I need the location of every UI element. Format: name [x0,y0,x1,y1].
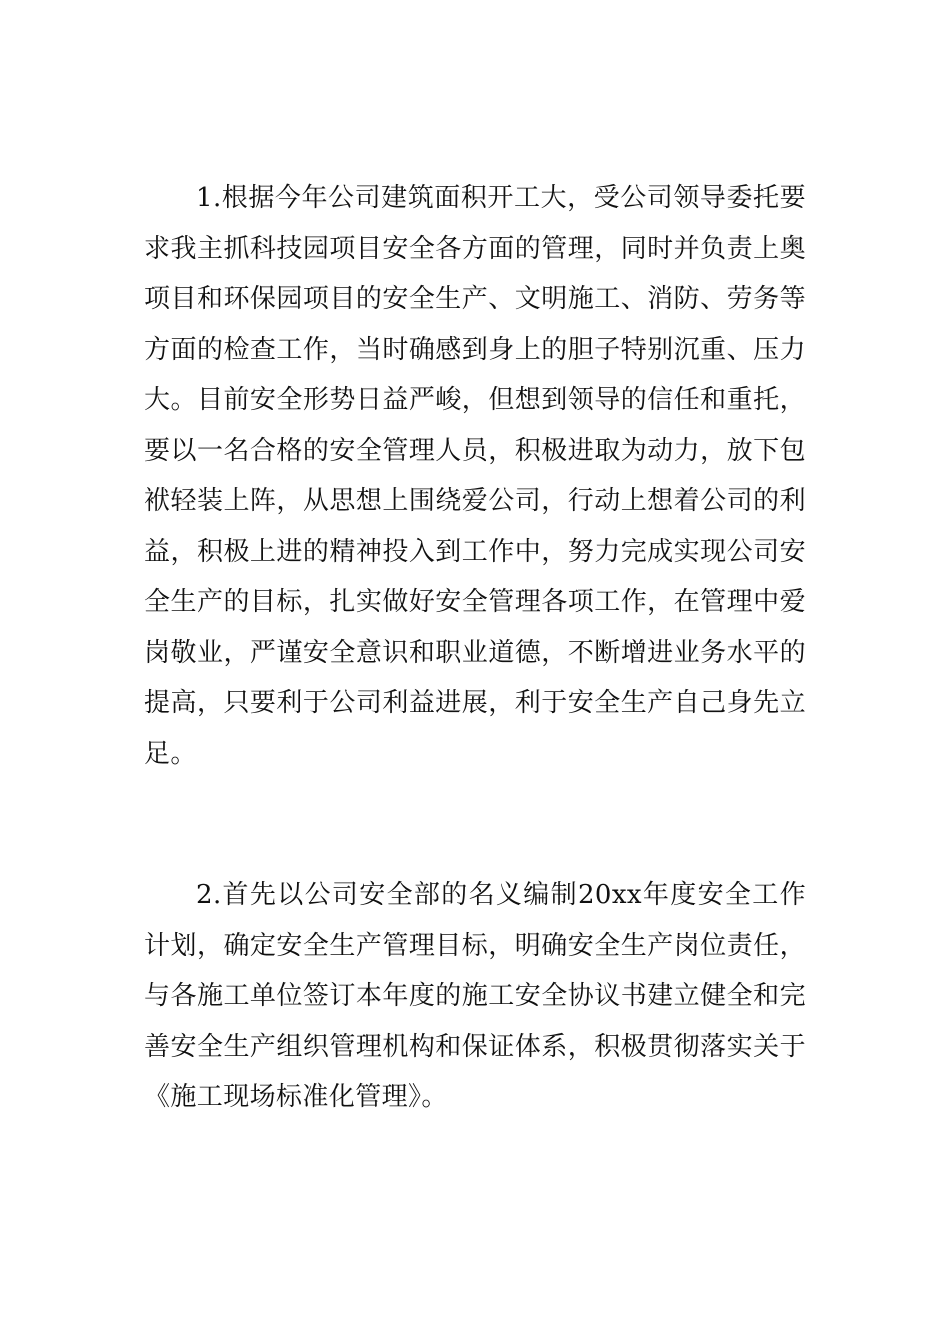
paragraph-2: 2.首先以公司安全部的名义编制20xx年度安全工作计划，确定安全生产管理目标，明确安全生产岗位责任，与各施工单位签订本年度的施工安全协议书建立健全和完善安全生产组织管理机构和保证体系，积极贯彻落实关于《施工现场标准化管理》。 [144,880,806,1112]
paragraph-1: 1.根据今年公司建筑面积开工大，受公司领导委托要求我主抓科技园项目安全各方面的管理，同时并负责上奥项目和环保园项目的安全生产、文明施工、消防、劳务等方面的检查工作，当时确感到身上的胆子特别沉重、压力大。目前安全形势日益严峻，但想到领导的信任和重托，要以一名合格的安全管理人员，积极进取为动力，放下包袱轻装上阵，从思想上围绕爱公司，行动上想着公司的利益，积极上进的精神投入到工作中，努力完成实现公司安全生产的目标，扎实做好安全管理各项工作，在管理中爱岗敬业，严谨安全意识和职业道德，不断增进业务水平的提高，只要利于公司利益进展，利于安全生产自己身先立足。 [144,183,806,769]
